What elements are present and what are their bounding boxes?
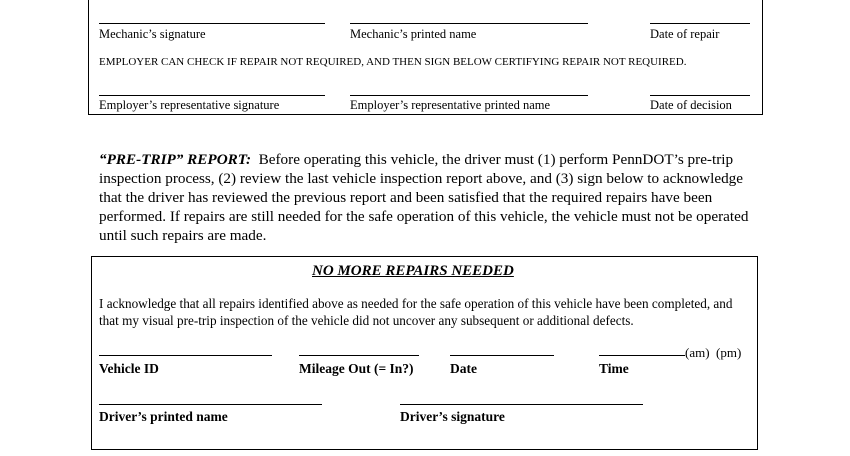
time-line[interactable] [599, 355, 685, 356]
mechanic-printed-name-label: Mechanic’s printed name [350, 27, 477, 41]
date-of-repair-line[interactable] [650, 23, 750, 24]
mileage-label: Mileage Out (= In?) [299, 361, 414, 376]
date-of-decision-line[interactable] [650, 95, 750, 96]
acknowledgement-text: I acknowledge that all repairs identified above as needed for the safe operation of this vehicle have been completed, and that my visual pre-trip inspection of the vehicle did not uncover any subsequent or additional defects. [99, 296, 733, 328]
mechanic-signature-label: Mechanic’s signature [99, 27, 206, 41]
driver-signature-label: Driver’s signature [400, 409, 505, 424]
driver-printed-name-label: Driver’s printed name [99, 409, 228, 424]
date-label: Date [450, 361, 477, 376]
driver-printed-name-line[interactable] [99, 404, 322, 405]
no-more-repairs-title: NO MORE REPAIRS NEEDED [312, 263, 514, 279]
driver-signature-line[interactable] [400, 404, 643, 405]
date-of-decision-label: Date of decision [650, 98, 732, 112]
employer-printed-name-label: Employer’s representative printed name [350, 98, 551, 112]
vehicle-id-label: Vehicle ID [99, 361, 159, 376]
date-of-repair-label: Date of repair [650, 27, 720, 41]
employer-signature-label: Employer’s representative signature [99, 98, 280, 112]
time-label: Time [599, 361, 629, 376]
date-line[interactable] [450, 355, 554, 356]
mechanic-signature-line[interactable] [99, 23, 325, 24]
pretrip-heading: “PRE-TRIP” REPORT: [99, 151, 252, 168]
am-pm-options[interactable]: (am) (pm) [685, 345, 742, 360]
employer-note: EMPLOYER CAN CHECK IF REPAIR NOT REQUIRED, AND THEN SIGN BELOW CERTIFYING REPAIR NOT REQUIRED. [99, 56, 687, 68]
pretrip-paragraph [99, 150, 759, 245]
employer-signature-line[interactable] [99, 95, 325, 96]
pretrip-text: Before operating this vehicle, the driver must (1) perform PennDOT’s pre-trip inspection process, (2) review the last vehicle inspection report above, and (3) sign below to acknowledge that the driver has reviewed the previous report and been satisfied that the required repairs have been performed. If repairs are still needed for the safe operation of this vehicle, the vehicle must not be operated until such repairs are made. [99, 151, 749, 244]
mileage-line[interactable] [299, 355, 419, 356]
mechanic-printed-name-line[interactable] [350, 23, 588, 24]
vehicle-id-line[interactable] [99, 355, 272, 356]
employer-printed-name-line[interactable] [350, 95, 588, 96]
